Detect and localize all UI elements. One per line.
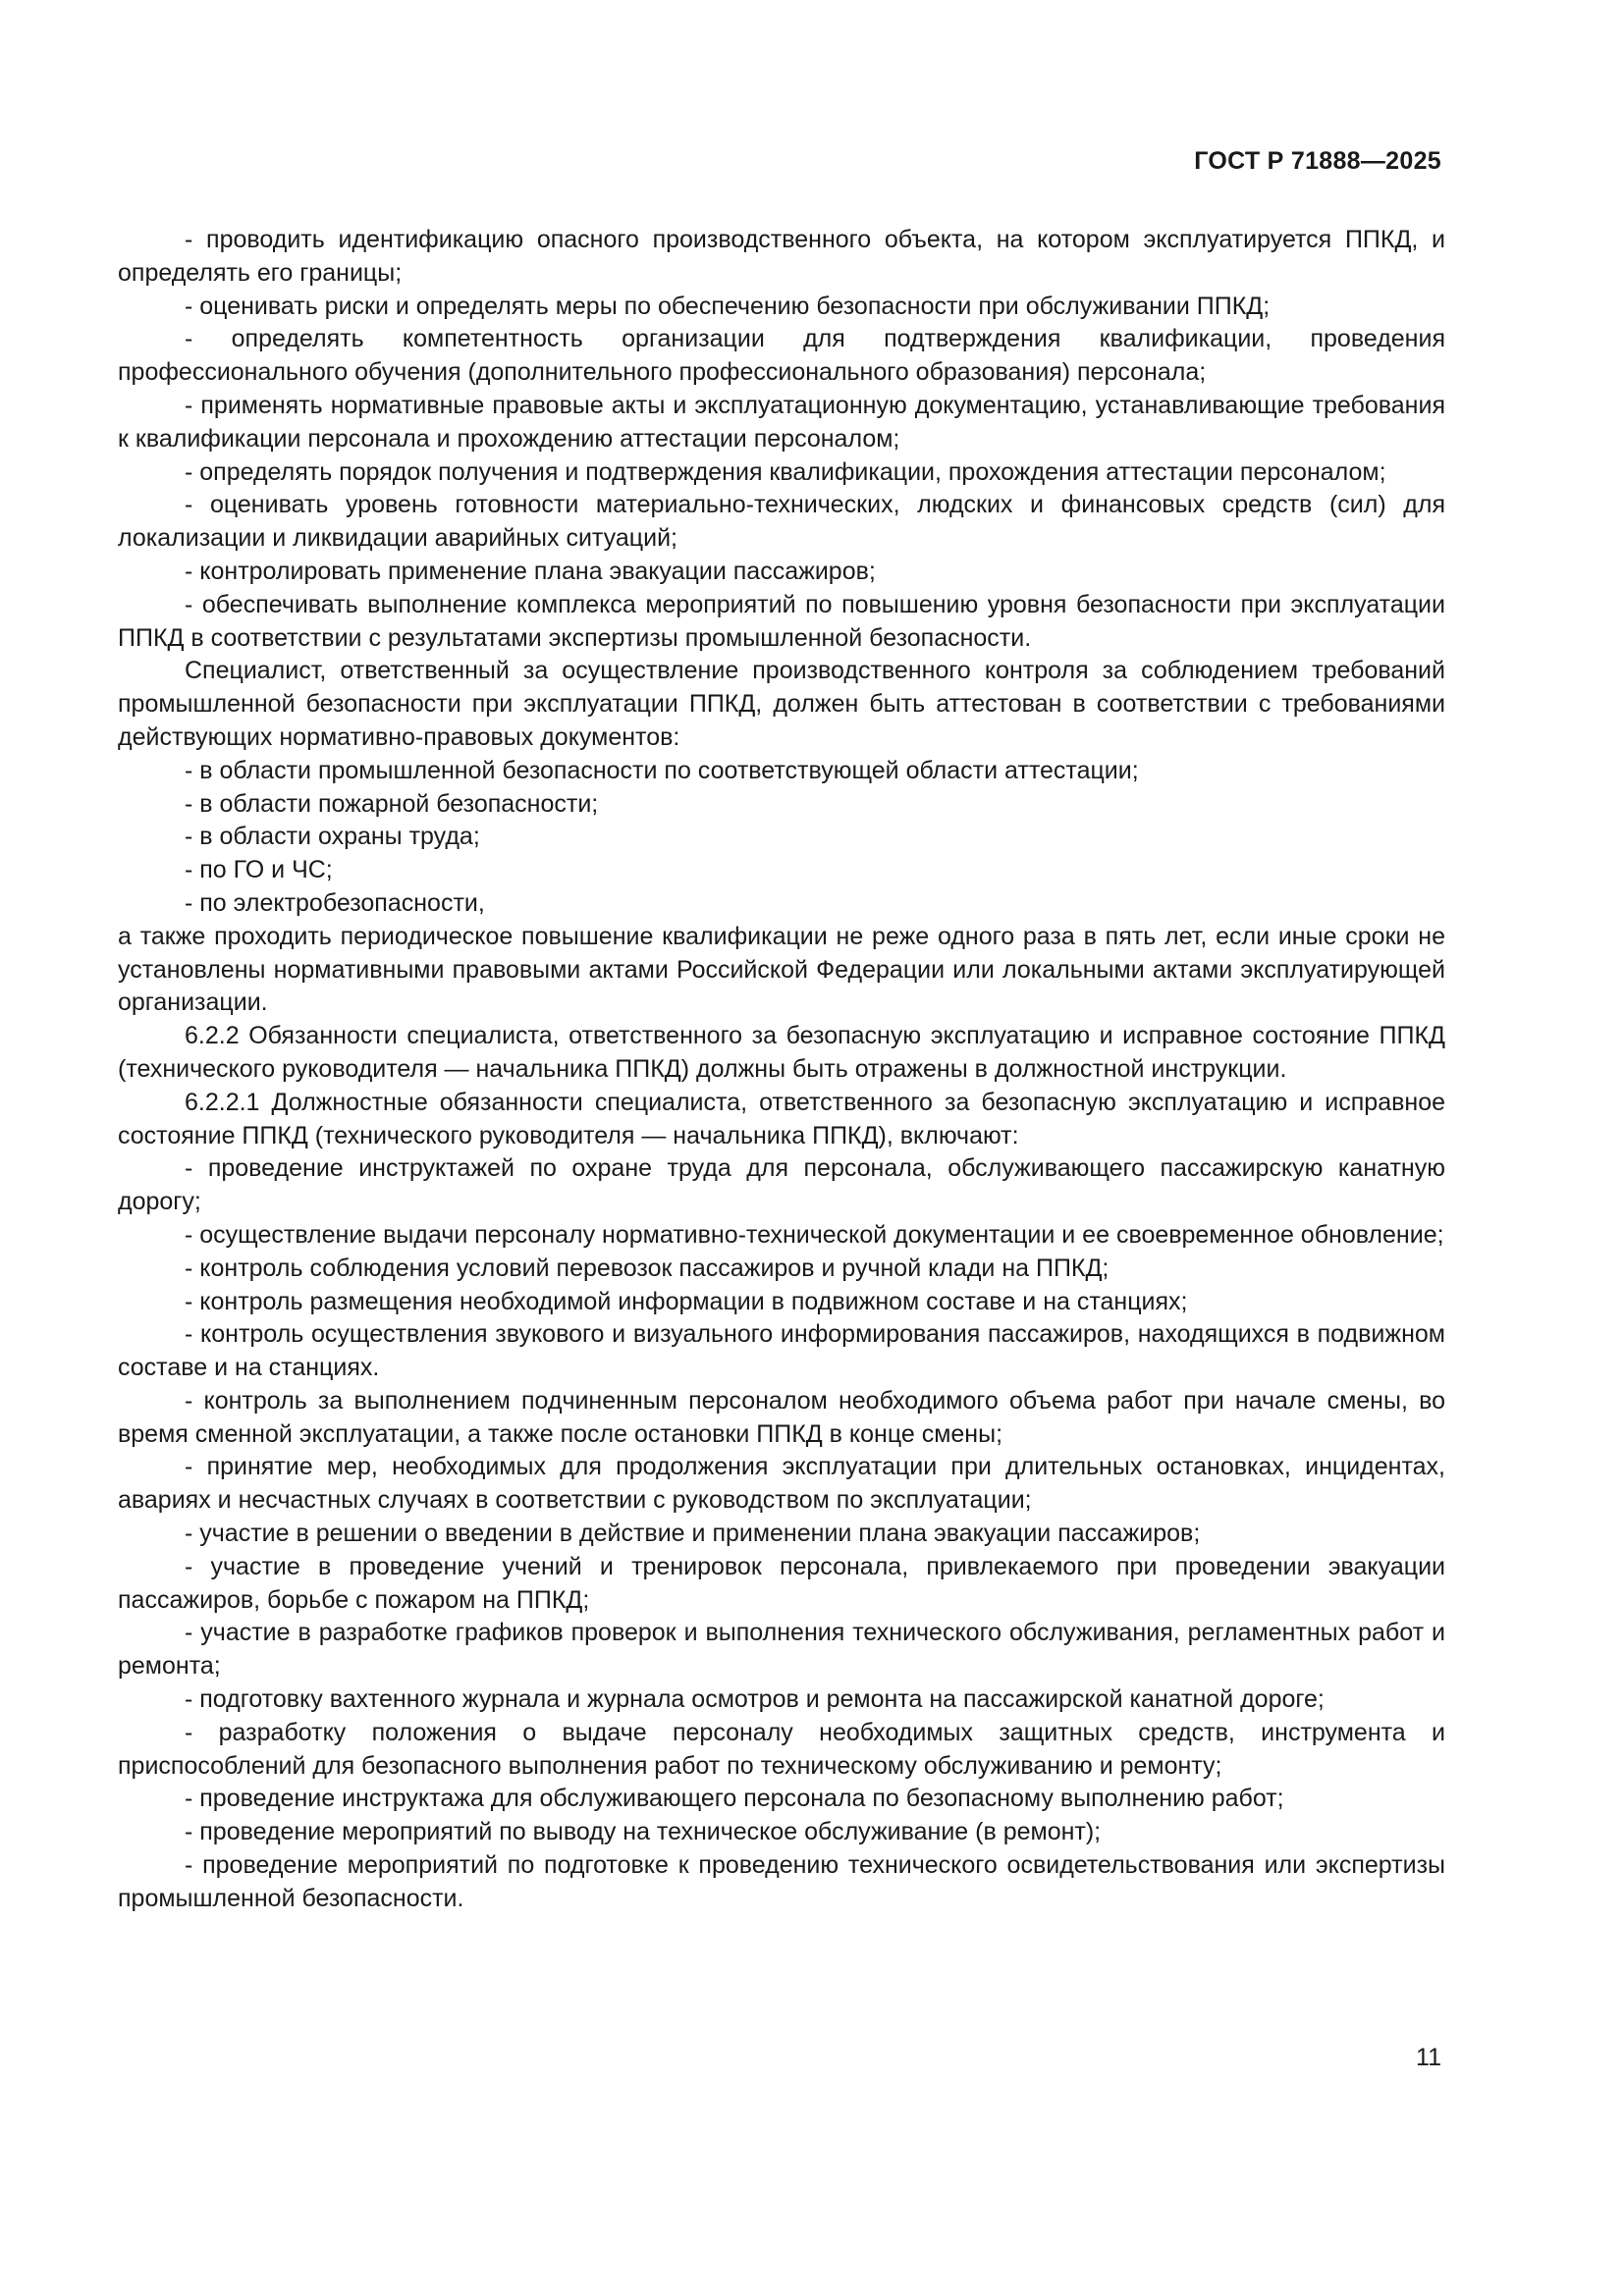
list-item: - по ГО и ЧС;	[185, 856, 333, 884]
paragraph: Специалист, ответственный за осуществление производственного контроля за соблюдением требований промышленной безопасности при эксплуатации ППКД, должен быть аттестован в соответствии с требованиями действующих нормативно-правовых документов:	[118, 657, 1445, 751]
document-body	[118, 224, 1445, 1916]
list-item: - контроль размещения необходимой информации в подвижном составе и на станциях;	[185, 1287, 1188, 1315]
page-number: 11	[1416, 2044, 1441, 2071]
list-item: - проведение мероприятий по выводу на техническое обслуживание (в ремонт);	[185, 1818, 1102, 1846]
list-item: - в области промышленной безопасности по соответствующей области аттестации;	[185, 756, 1139, 784]
list-item: - контроль за выполнением подчиненным персоналом необходимого объема работ при начале смены, во время сменной эксплуатации, а также после остановки ППКД в конце смены;	[118, 1386, 1445, 1448]
list-item: - осуществление выдачи персоналу нормативно-технической документации и ее своевременное обновление;	[185, 1220, 1444, 1249]
document-code: ГОСТ Р 71888—2025	[1194, 147, 1441, 175]
list-item: - принятие мер, необходимых для продолжения эксплуатации при длительных остановках, инцидентах, авариях и несчастных случаях в соответствии с руководством по эксплуатации;	[118, 1453, 1445, 1515]
list-item: - применять нормативные правовые акты и эксплуатационную документацию, устанавливающие требования к квалификации персонала и прохождению аттестации персоналом;	[118, 391, 1445, 453]
list-item: - определять компетентность организации для подтверждения квалификации, проведения профессионального обучения (дополнительного профессионального образования) персонала;	[118, 325, 1445, 387]
list-item: - подготовку вахтенного журнала и журнала осмотров и ремонта на пассажирской канатной дороге;	[185, 1685, 1325, 1714]
paragraph: 6.2.2 Обязанности специалиста, ответственного за безопасную эксплуатацию и исправное состояние ППКД (технического руководителя — начальника ППКД) должны быть отражены в должностной инструкции.	[118, 1022, 1445, 1083]
list-item: - разработку положения о выдаче персоналу необходимых защитных средств, инструмента и приспособлений для безопасного выполнения работ по техническому обслуживанию и ремонту;	[118, 1718, 1445, 1780]
list-item: - проведение инструктажа для обслуживающего персонала по безопасному выполнению работ;	[185, 1785, 1284, 1813]
list-item: - оценивать риски и определять меры по обеспечению безопасности при обслуживании ППКД;	[185, 292, 1271, 320]
list-item: - определять порядок получения и подтверждения квалификации, прохождения аттестации персоналом;	[185, 457, 1386, 486]
list-item: - обеспечивать выполнение комплекса мероприятий по повышению уровня безопасности при эксплуатации ППКД в соответствии с результатами экспертизы промышленной безопасности.	[118, 590, 1445, 652]
list-item: - проводить идентификацию опасного производственного объекта, на котором эксплуатируется ППКД, и определять его границы;	[118, 226, 1445, 287]
list-item: - в области охраны труда;	[185, 823, 480, 851]
list-item: - участие в разработке графиков проверок и выполнения технического обслуживания, регламентных работ и ремонта;	[118, 1619, 1445, 1681]
list-item: - участие в проведение учений и тренировок персонала, привлекаемого при проведении эвакуации пассажиров, борьбе с пожаром на ППКД;	[118, 1552, 1445, 1614]
list-item: - в области пожарной безопасности;	[185, 789, 599, 818]
list-item: - проведение мероприятий по подготовке к проведению технического освидетельствования или экспертизы промышленной безопасности.	[118, 1851, 1445, 1912]
list-item: - проведение инструктажей по охране труда для персонала, обслуживающего пассажирскую канатную дорогу;	[118, 1154, 1445, 1216]
list-item: - по электробезопасности,	[185, 888, 485, 917]
list-item: - оценивать уровень готовности материально-технических, людских и финансовых средств (сил) для локализации и ликвидации аварийных ситуаций;	[118, 491, 1445, 553]
paragraph: 6.2.2.1 Должностные обязанности специалиста, ответственного за безопасную эксплуатацию и исправное состояние ППКД (технического руководителя — начальника ППКД), включают:	[118, 1088, 1445, 1149]
list-item: - контроль осуществления звукового и визуального информирования пассажиров, находящихся в подвижном составе и на станциях.	[118, 1320, 1445, 1382]
paragraph: а также проходить периодическое повышение квалификации не реже одного раза в пять лет, если иные сроки не установлены нормативными правовыми актами Российской Федерации или локальными актами эксплуатирующей организации.	[118, 922, 1445, 1017]
list-item: - контроль соблюдения условий перевозок пассажиров и ручной клади на ППКД;	[185, 1254, 1110, 1282]
list-item: - контролировать применение плана эвакуации пассажиров;	[185, 557, 876, 585]
list-item: - участие в решении о введении в действие и применении плана эвакуации пассажиров;	[185, 1520, 1201, 1548]
